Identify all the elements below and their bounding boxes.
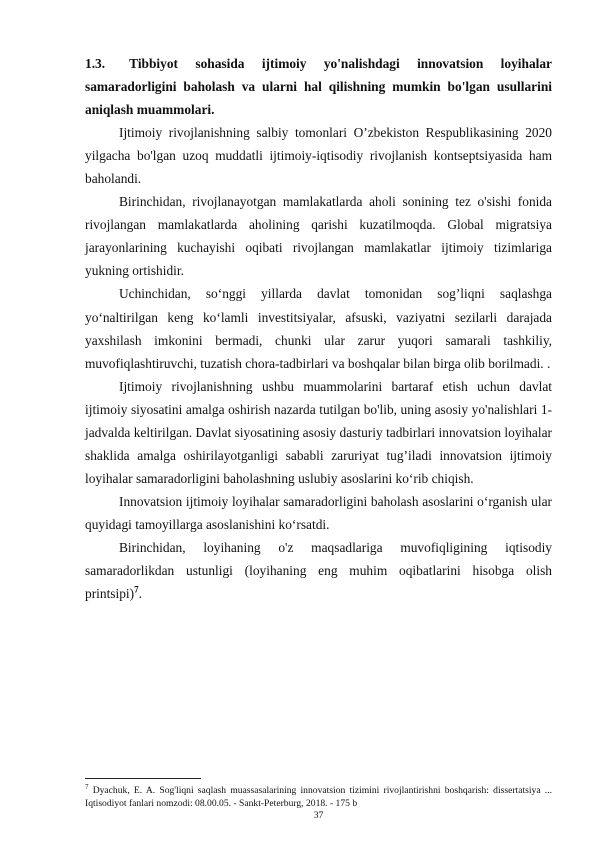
section-number: 1.3.: [85, 56, 106, 71]
footnote-reference[interactable]: 7: [134, 584, 139, 595]
footnote-marker: 7: [85, 782, 89, 791]
paragraph: Innovatsion ijtimoiy loyihalar samaradorligini baholash asoslarini o‘rganish ular quyidagi tamoyillarga asoslanishini ko‘rsatdi.: [85, 493, 552, 532]
paragraph: Uchinchidan, so‘nggi yillarda davlat tomonidan sog’liqni saqlashga yo‘naltirilgan keng ko‘lamli investitsiyalar, afsuski, vaziyatni sezilarli darajada yaxshilash imkonini bermadi, chunki ular zarur yuqori samarali tashkiliy, muvofiqlashtiruvchi, tuzatish chora-tadbirlari va boshqalar bilan birga olib borilmadi. .: [85, 286, 552, 371]
footnote-separator: [85, 778, 201, 779]
paragraph-end: .: [138, 586, 142, 602]
body-text: [85, 52, 552, 605]
paragraph: [85, 536, 552, 605]
section-title: Tibbiyot sohasida ijtimoiy yo'nalishdagi innovatsion loyihalar samaradorligini baholash va ularni hal qilishning mumkin bo'lgan usullarini aniqlash muammolari.: [85, 56, 553, 118]
footnote: [85, 782, 552, 810]
section-heading: [85, 52, 552, 121]
paragraph: Ijtimoiy rivojlanishning ushbu muammolarini bartaraf etish uchun davlat ijtimoiy siyosatini amalga oshirish nazarda tutilgan bo'lib, uning asosiy yo'nalishlari 1-jadvalda keltirilgan. Davlat siyosatining asosiy dasturiy tadbirlari innovatsion loyihalar shaklida amalga oshirilayotganligi sababli zaruriyat tug’iladi innovatsion ijtimoiy loyihalar samaradorligini baholashning uslubiy asoslarini ko‘rib chiqish.: [85, 378, 552, 486]
page-number: 37: [313, 810, 324, 821]
footnote-text: Dyachuk, E. A. Sog'liqni saqlash muassasalarining innovatsion tizimini rivojlantirishni boshqarish: dissertatsiya ... Iqtisodiyot fanlari nomzodi: 08.00.05. - Sankt-Peterburg, 2018. - 175 b: [85, 785, 552, 809]
paragraph: Ijtimoiy rivojlanishning salbiy tomonlari O’zbekiston Respublikasining 2020 yilgacha bo'lgan uzoq muddatli ijtimoiy-iqtisodiy rivojlanish kontseptsiyasida ham baholandi.: [85, 125, 552, 187]
paragraph: Birinchidan, rivojlanayotgan mamlakatlarda aholi sonining tez o'sishi fonida rivojlangan mamlakatlarda aholining qarishi kuzatilmoqda. Global migratsiya jarayonlarining kuchayishi oqibati rivojlangan mamlakatlar ijtimoiy tizimlariga yukning ortishidir.: [85, 194, 552, 279]
paragraph-text: Birinchidan, loyihaning o'z maqsadlariga muvofiqligining iqtisodiy samaradorlikdan ustunligi (loyihaning eng muhim oqibatlarini hisobga olish printsipi): [85, 539, 552, 602]
